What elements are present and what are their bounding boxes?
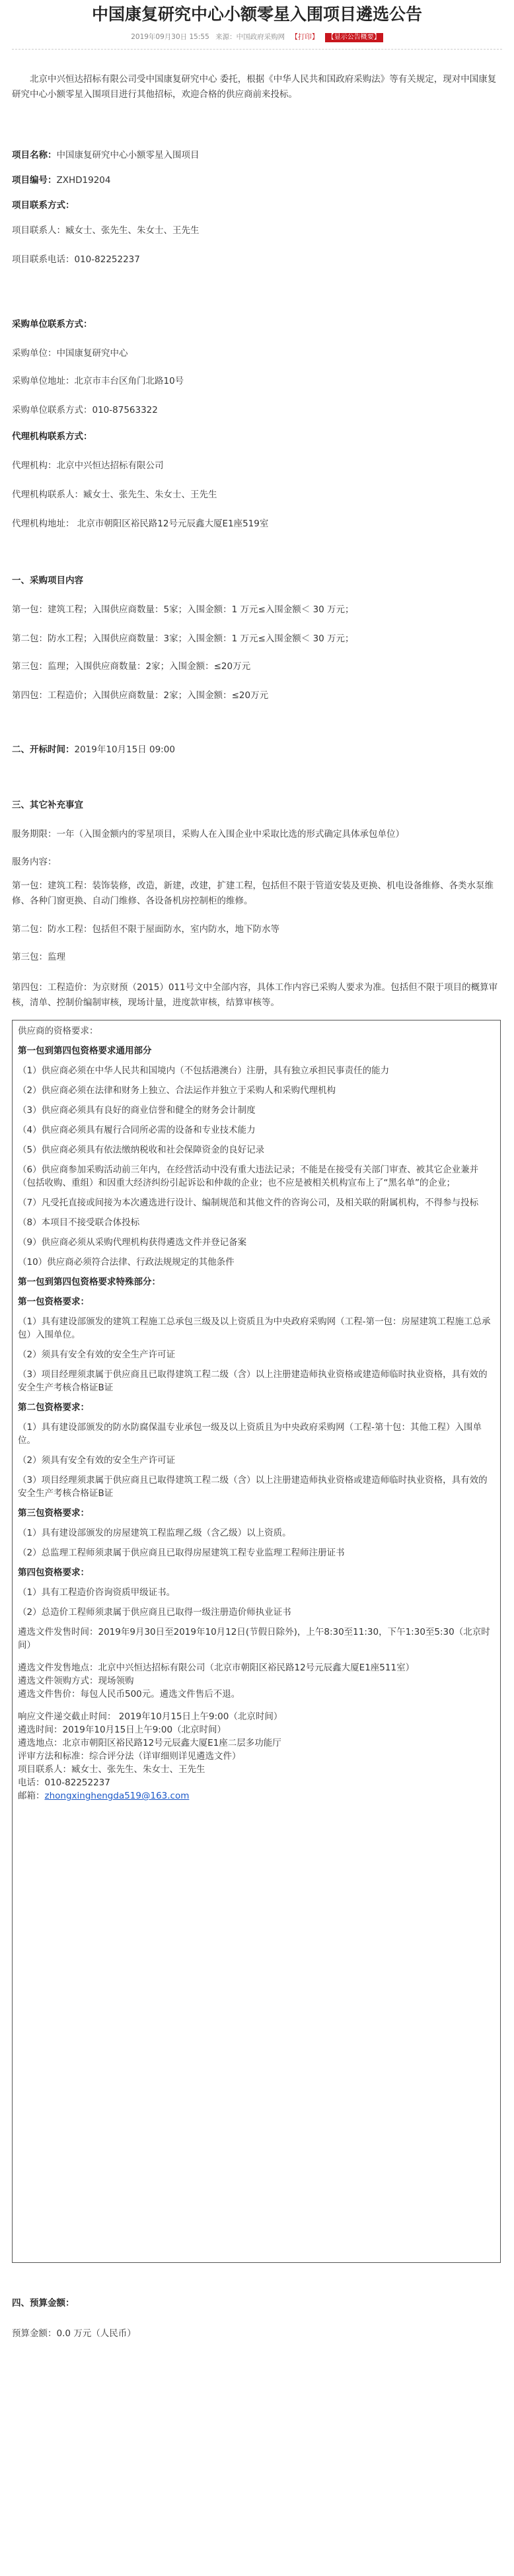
project-name-label: 项目名称： — [12, 150, 57, 161]
agency-address: 代理机构地址： 北京市朝阳区裕民路12号元辰鑫大厦E1座519室 — [12, 519, 269, 529]
lot3-req-title: 第三包资格要求： — [18, 1508, 89, 1519]
general-req: （9）供应商必须从采购代理机构获得遴选文件并登记备案 — [18, 1237, 247, 1248]
source: 来源：中国政府采购网 — [215, 33, 285, 41]
budget: 预算金额：0.0 万元（人民币） — [12, 2328, 136, 2339]
section1-lot4: 第四包：工程造价；入围供应商数量：2家；入围金额：≤20万元 — [12, 690, 269, 701]
section2-line — [12, 742, 502, 758]
service-period: 服务期限：一年（入围金额内的零星项目，采购人在入围企业中采取比选的形式确定具体承包单位） — [12, 829, 404, 840]
print-link[interactable]: 【打印】 — [291, 33, 319, 41]
sale-method: 遴选文件领购方式：现场领购 — [18, 1676, 134, 1686]
box-phone: 电话：010-82252237 — [18, 1777, 110, 1788]
email-label: 邮箱： — [18, 1791, 45, 1801]
general-req: （8）本项目不接受联合体投标 — [18, 1217, 140, 1228]
lot3-req: （2）总监理工程师须隶属于供应商且已取得房屋建筑工程专业监理工程师注册证书 — [18, 1548, 345, 1558]
agency-contact: 代理机构联系人：臧女士、张先生、朱女士、王先生 — [12, 489, 217, 500]
lot2-req: （1）具有建设部颁发的防水防腐保温专业承包一级及以上资质且为中央政府采购网（工程-第十包：其他工程）入围单位。 — [18, 1422, 482, 1446]
general-req: （7）凡受托直接或间接为本次遴选进行设计、编制规范和其他文件的咨询公司，及相关联的附属机构，不得参与投标 — [18, 1198, 479, 1208]
project-name-line — [12, 148, 502, 163]
service-lot2: 第二包：防水工程：包括但不限于屋面防水，室内防水，地下防水等 — [12, 924, 279, 935]
lot2-req-title: 第二包资格要求： — [18, 1402, 89, 1413]
section1-lot2: 第二包：防水工程；入围供应商数量：3家；入围金额：1 万元≤入围金额＜ 30 万元； — [12, 633, 354, 644]
general-title: 第一包到第四包资格要求通用部分 — [18, 1046, 152, 1056]
project-contact-phone: 项目联系电话：010-82252237 — [12, 254, 140, 265]
lot1-req-title: 第一包资格要求： — [18, 1297, 89, 1307]
general-req: （1）供应商必须在中华人民共和国境内（不包括港澳台）注册，具有独立承担民事责任的能力 — [18, 1065, 390, 1076]
open-time-box: 遴选时间：2019年10月15日上午9:00（北京时间） — [18, 1725, 227, 1735]
special-title: 第一包到第四包资格要求特殊部分： — [18, 1277, 161, 1287]
project-code: ZXHD19204 — [56, 175, 111, 186]
lot4-req: （2）总造价工程师须隶属于供应商且已取得一级注册造价师执业证书 — [18, 1607, 291, 1618]
page-title: 中国康复研究中心小额零星入围项目遴选公告 — [91, 5, 422, 24]
project-code-label: 项目编号： — [12, 175, 57, 186]
intro-paragraph: 北京中兴恒达招标有限公司受中国康复研究中心 委托，根据《中华人民共和国政府采购法》等有关规定，现对中国康复研究中心小额零星入围项目进行其他招标，欢迎合格的供应商前来投标。 — [12, 74, 497, 100]
submit-deadline: 响应文件递交截止时间： 2019年10月15日上午9:00（北京时间） — [18, 1711, 283, 1722]
section1-title: 一、采购项目内容 — [12, 575, 83, 586]
lot1-req: （1）具有建设部颁发的建筑工程施工总承包三级及以上资质且为中央政府采购网（工程-第一包：房屋建筑工程施工总承包）入围单位。 — [18, 1316, 491, 1340]
section4-title: 四、预算金额： — [12, 2298, 75, 2308]
general-req: （2）供应商必须在法律和财务上独立、合法运作并独立于采购人和采购代理机构 — [18, 1085, 336, 1096]
qualification-box — [12, 1020, 501, 2263]
lot1-req: （2）须具有安全有效的安全生产许可证 — [18, 1349, 176, 1360]
divider — [12, 49, 502, 50]
agency-unit: 代理机构：北京中兴恒达招标有限公司 — [12, 460, 164, 471]
section1-lot3: 第三包：监理；入围供应商数量：2家；入围金额：≤20万元 — [12, 661, 251, 672]
email-line — [18, 1789, 495, 1803]
q-title: 供应商的资格要求： — [18, 1026, 98, 1036]
lot2-req: （2）须具有安全有效的安全生产许可证 — [18, 1455, 176, 1466]
show-summary-button[interactable]: 【显示公告概要】 — [325, 33, 383, 42]
sale-place: 遴选文件发售地点：北京中兴恒达招标有限公司（北京市朝阳区裕民路12号元辰鑫大厦E1座511室） — [18, 1663, 415, 1673]
sale-price: 遴选文件售价：每包人民币500元。遴选文件售后不退。 — [18, 1689, 240, 1699]
lot2-req: （3）项目经理须隶属于供应商且已取得建筑工程二级（含）以上注册建造师执业资格或建造师临时执业资格，具有效的安全生产考核合格证B证 — [18, 1475, 488, 1499]
project-contact-title: 项目联系方式： — [12, 200, 75, 211]
buyer-unit: 采购单位：中国康复研究中心 — [12, 348, 128, 359]
buyer-title: 采购单位联系方式： — [12, 319, 92, 330]
service-content-label: 服务内容： — [12, 857, 57, 867]
email-link[interactable]: zhongxinghengda519@163.com — [44, 1791, 190, 1801]
agency-title: 代理机构联系方式： — [12, 431, 92, 442]
section1-lot1: 第一包：建筑工程；入围供应商数量：5家；入围金额：1 万元≤入围金额＜ 30 万元； — [12, 604, 354, 615]
publish-date: 2019年09月30日 15:55 — [131, 33, 209, 41]
project-code-line — [12, 173, 502, 188]
general-req: （3）供应商必须具有良好的商业信誉和健全的财务会计制度 — [18, 1105, 256, 1116]
general-req: （6）供应商参加采购活动前三年内，在经营活动中没有重大违法记录；不能是在接受有关部门审查、被其它企业兼并（包括收购、重组）和因重大经济纠纷引起诉讼和仲裁的企业；也不应是被相关机构宣布上了“黑名单”的企业； — [18, 1164, 479, 1188]
box-contact: 项目联系人：臧女士、张先生、朱女士、王先生 — [18, 1764, 205, 1775]
service-lot3: 第三包：监理 — [12, 952, 65, 962]
buyer-address: 采购单位地址：北京市丰台区角门北路10号 — [12, 376, 184, 386]
meta-bar — [12, 32, 502, 42]
lot3-req: （1）具有建设部颁发的房屋建筑工程监理乙级（含乙级）以上资质。 — [18, 1528, 291, 1538]
project-name: 中国康复研究中心小额零星入围项目 — [56, 150, 200, 161]
open-place: 遴选地点：北京市朝阳区裕民路12号元辰鑫大厦E1座二层多功能厅 — [18, 1738, 281, 1748]
project-contact-person: 项目联系人：臧女士、张先生、朱女士、王先生 — [12, 225, 200, 236]
service-lot4: 第四包：工程造价：为京财预（2015）011号文中全部内容，具体工作内容已采购人要求为准。包括但不限于项目的概算审核，清单、控制价编制审核，现场计量，进度款审核，结算审核等。 — [12, 982, 498, 1008]
section2-title: 二、开标时间： — [12, 744, 75, 755]
general-req: （5）供应商必须具有依法缴纳税收和社会保障资金的良好记录 — [18, 1145, 265, 1155]
lot4-req: （1）具有工程造价咨询资质甲级证书。 — [18, 1587, 176, 1598]
section3-title: 三、其它补充事宜 — [12, 800, 83, 810]
lot1-req: （3）项目经理须隶属于供应商且已取得建筑工程二级（含）以上注册建造师执业资格或建造师临时执业资格，具有效的安全生产考核合格证B证 — [18, 1369, 488, 1393]
general-req: （10）供应商必须符合法律、行政法规规定的其他条件 — [18, 1257, 235, 1268]
buyer-phone: 采购单位联系方式：010-87563322 — [12, 405, 158, 415]
evaluation-method: 评审方法和标准：综合评分法（详审细则详见遴选文件） — [18, 1751, 241, 1762]
general-req: （4）供应商必须具有履行合同所必需的设备和专业技术能力 — [18, 1125, 256, 1135]
lot4-req-title: 第四包资格要求： — [18, 1567, 89, 1578]
open-time: 2019年10月15日 09:00 — [74, 744, 175, 755]
sale-time: 遴选文件发售时间：2019年9月30日至2019年10月12日(节假日除外)，上午8:30至11:30，下午1:30至5:30（北京时间） — [18, 1627, 490, 1651]
service-lot1: 第一包：建筑工程：装饰装修，改造，新建，改建，扩建工程，包括但不限于管道安装及更换、机电设备维修、各类水泵维修、各种门窗更换、自动门维修、各设备机房控制柜的维修。 — [12, 880, 494, 906]
